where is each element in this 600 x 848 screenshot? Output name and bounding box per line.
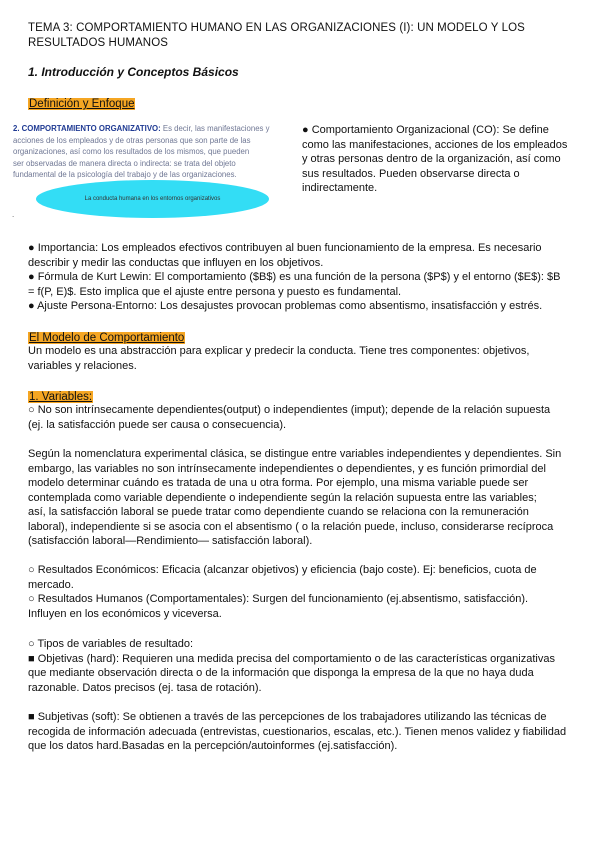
image-text-line: fundamental de la psicología del trabajo y de las organizaciones. [13, 170, 237, 180]
text-line: razonable. Datos precisos (ej. tasa de rotación). [28, 681, 262, 694]
text-line: indirectamente. [302, 182, 378, 194]
text-line: sus resultados. Pueden observarse directa o [302, 167, 520, 180]
text-line: Influyen en los económicos y viceversa. [28, 607, 222, 620]
image-ellipse [36, 180, 269, 218]
text-line: ○ Resultados Humanos (Comportamentales): Surgen del funcionamiento (ej.absentismo, satisfacción). [28, 593, 529, 605]
text-line: (satisfacción laboral—Rendimiento— satisfacción laboral). [28, 535, 313, 547]
text-line: mercado. [28, 578, 74, 591]
text-line: como las manifestaciones, acciones de los empleados [302, 138, 568, 151]
image-text-line: organizaciones, así como los resultados de los mismos, que pueden [13, 147, 250, 157]
image-text-first: Es decir, las manifestaciones y [162, 124, 270, 133]
text-line: Un modelo es una abstracción para explicar y predecir la conducta. Tiene tres componentes: objetivos, [28, 345, 530, 357]
image-text [13, 123, 295, 181]
text-line: así, la satisfacción laboral se puede tratar como dependiente cuando se relaciona con la remuneración [28, 506, 529, 518]
variables-text [28, 403, 580, 432]
text-line: contemplada como variable dependiente o independiente según la relación supuesta entre las variables; [28, 491, 537, 504]
title-line: RESULTADOS HUMANOS [28, 37, 169, 49]
embedded-image [10, 121, 295, 225]
ellipse-text: La conducta humana en los entornos organizativos [84, 196, 221, 202]
text-line: variables y relaciones. [28, 359, 137, 372]
text-line: ■ Subjetivas (soft): Se obtienen a través de las percepciones de los trabajadores utilizando las técnicas de [28, 711, 547, 723]
text-line: embargo, las variables no son intrínsecamente independientes o dependientes, y es función primordial del [28, 462, 546, 475]
text-line: (ej. la satisfacción puede ser causa o consecuencia). [28, 418, 287, 431]
image-text-line: ser observadas de manera directa o indirecta: se trata del objeto [13, 158, 236, 168]
section-definicion: Definición y Enfoque [29, 98, 135, 110]
text-line: Según la nomenclatura experimental clásica, se distingue entre variables independientes y dependientes. Sin [28, 448, 562, 460]
nomenclatura-paragraph [28, 447, 580, 549]
text-line: recogida de información adecuada (entrevistas, cuestionarios, escalas, etc.). Tienen menos validez y fiabilidad [28, 725, 567, 738]
text-line: ■ Objetivas (hard): Requieren una medida precisa del comportamiento o de las características organizativas [28, 652, 555, 665]
image-label: 2. COMPORTAMIENTO ORGANIZATIVO: [13, 124, 161, 133]
text-line: ● Fórmula de Kurt Lewin: El comportamiento ($B$) es una función de la persona ($P$) y el entorno ($E$): $B [28, 271, 561, 283]
title-line: TEMA 3: COMPORTAMIENTO HUMANO EN LAS ORGANIZACIONES (I): UN MODELO Y LOS [28, 22, 525, 34]
image-dot: . [12, 210, 15, 219]
tipos-list [28, 637, 580, 695]
text-line: y otras personas dentro de la organización, así como [302, 153, 561, 165]
image-text-line: acciones de los empleados y de otras personas que son parte de las [13, 135, 251, 145]
bullets-importancia [28, 241, 580, 314]
text-line: que mediante observación directa o de la información que disponga la empresa de la que no haya duda [28, 667, 534, 679]
text-line: ○ Resultados Económicos: Eficacia (alcanzar objetivos) y eficiencia (bajo coste). Ej: beneficios, cuota de [28, 564, 537, 576]
text-line: ● Importancia: Los empleados efectivos contribuyen al buen funcionamiento de la empresa. Es necesario [28, 242, 542, 254]
text-line: laboral), independiente si se asocia con el absentismo ( o la relación puede, incluso, considerarse recíproca [28, 520, 554, 533]
document-title [28, 21, 548, 51]
text-line: ○ Tipos de variables de resultado: [28, 638, 194, 650]
text-line: = f(P, E)$. Esto implica que el ajuste entre persona y puesto es fundamental. [28, 285, 402, 298]
text-line: describir y medir las conductas que influyen en los objetivos. [28, 256, 324, 269]
resultados-list [28, 563, 580, 621]
section-variables: 1. Variables: [29, 391, 93, 403]
subjetivas-paragraph [28, 710, 580, 754]
section-modelo: El Modelo de Comportamiento [29, 332, 185, 344]
co-definition [302, 123, 577, 196]
text-line: ● Ajuste Persona-Entorno: Los desajustes provocan problemas como absentismo, insatisfacción y estrés. [28, 300, 543, 312]
text-line: ● Comportamiento Organizacional (CO): Se define [302, 124, 549, 136]
text-line: ○ No son intrínsecamente dependientes(output) o independientes (imput); depende de la relación supuesta [28, 404, 551, 416]
text-line: que los datos hard.Basadas en la percepción/autoinformes (ej.satisfacción). [28, 740, 398, 752]
heading-introduccion: 1. Introducción y Conceptos Básicos [28, 65, 239, 79]
text-line: modelo determinar cuándo es tratada de una u otra forma. Por ejemplo, una misma variable puede ser [28, 477, 529, 489]
modelo-text [28, 344, 580, 373]
